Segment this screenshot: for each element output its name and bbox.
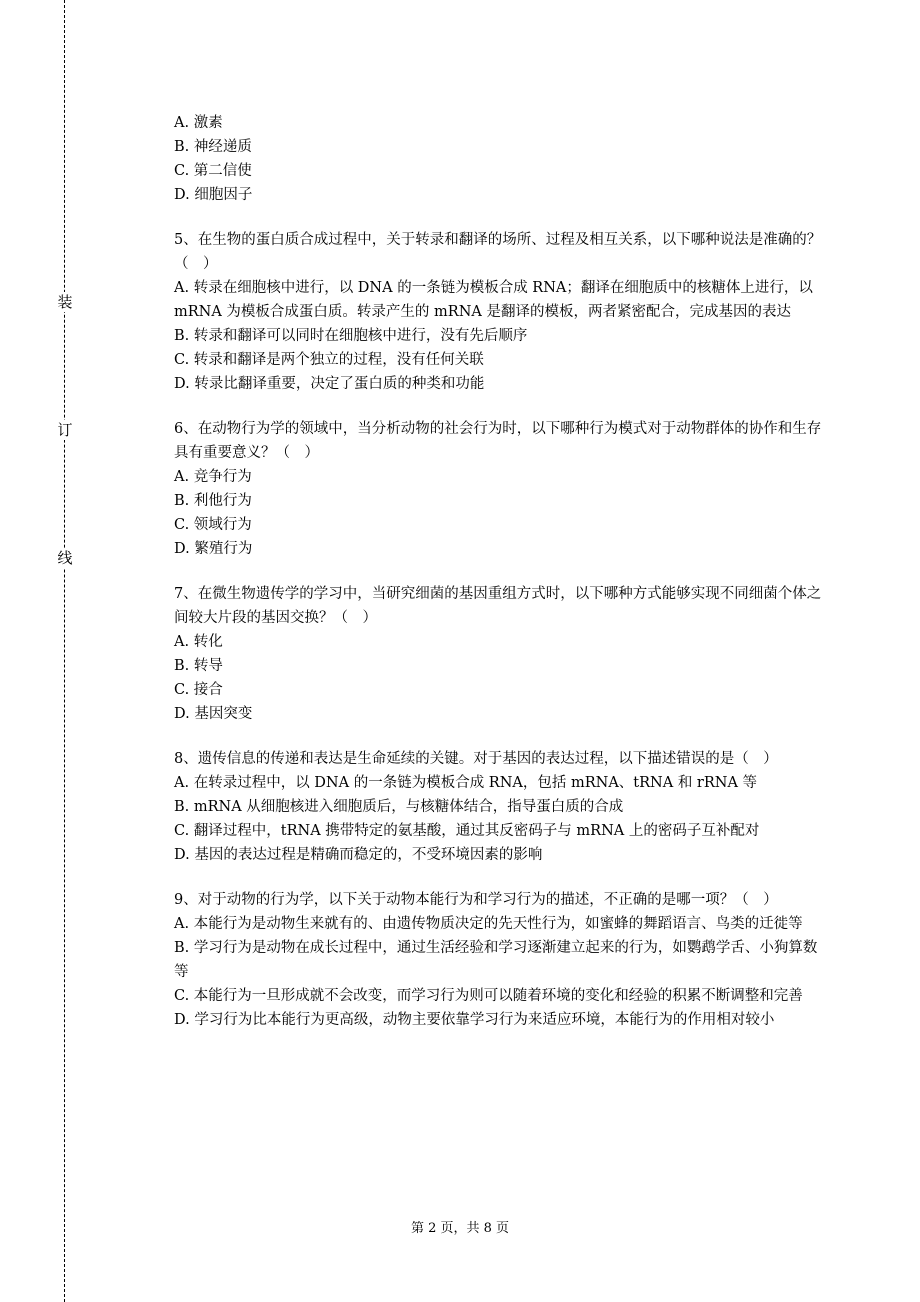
question-6 <box>174 417 822 561</box>
binding-dashed-line <box>64 0 65 1302</box>
question-stem: 8、遗传信息的传递和表达是生命延续的关键。对于基因的表达过程，以下描述错误的是（ ） <box>174 751 778 767</box>
option-a: A. 在转录过程中，以 DNA 的一条链为模板合成 RNA，包括 mRNA、tRNA 和 rRNA 等 <box>174 775 758 791</box>
option-d: D. 基因突变 <box>174 706 253 722</box>
option-b: B. mRNA 从细胞核进入细胞质后，与核糖体结合，指导蛋白质的合成 <box>174 799 624 815</box>
option-b: B. 转导 <box>174 658 223 674</box>
option-a: A. 转录在细胞核中进行，以 DNA 的一条链为模板合成 RNA；翻译在细胞质中的核糖体上进行，以 mRNA 为模板合成蛋白质。转录产生的 mRNA 是翻译的模板，两者紧密配合，完成基因的表达 <box>174 280 813 320</box>
option-b: B. 神经递质 <box>174 139 252 155</box>
option-d: D. 细胞因子 <box>174 187 253 203</box>
binding-char-ding: 订 <box>55 420 75 440</box>
option-a: A. 激素 <box>174 115 223 131</box>
continued-options <box>174 111 822 207</box>
question-9 <box>174 888 822 1032</box>
binding-char-zhuang: 装 <box>55 292 75 312</box>
option-c: C. 领域行为 <box>174 517 252 533</box>
question-5 <box>174 228 822 396</box>
option-c: C. 转录和翻译是两个独立的过程，没有任何关联 <box>174 352 484 368</box>
question-stem: 6、在动物行为学的领域中，当分析动物的社会行为时，以下哪种行为模式对于动物群体的协作和生存具有重要意义？（ ） <box>174 421 822 461</box>
question-content <box>174 111 822 1053</box>
option-c: C. 翻译过程中，tRNA 携带特定的氨基酸，通过其反密码子与 mRNA 上的密码子互补配对 <box>174 823 760 839</box>
option-d: D. 学习行为比本能行为更高级，动物主要依靠学习行为来适应环境，本能行为的作用相对较小 <box>174 1012 775 1028</box>
option-a: A. 转化 <box>174 634 223 650</box>
option-c: C. 第二信使 <box>174 163 252 179</box>
option-d: D. 基因的表达过程是精确而稳定的，不受环境因素的影响 <box>174 847 543 863</box>
option-c: C. 本能行为一旦形成就不会改变，而学习行为则可以随着环境的变化和经验的积累不断调整和完善 <box>174 988 803 1004</box>
question-stem: 5、在生物的蛋白质合成过程中，关于转录和翻译的场所、过程及相互关系，以下哪种说法是准确的？（ ） <box>174 232 822 272</box>
question-stem: 7、在微生物遗传学的学习中，当研究细菌的基因重组方式时，以下哪种方式能够实现不同细菌个体之间较大片段的基因交换？（ ） <box>174 586 822 626</box>
option-d: D. 繁殖行为 <box>174 541 253 557</box>
question-7 <box>174 582 822 726</box>
binding-char-xian: 线 <box>55 548 75 568</box>
option-b: B. 转录和翻译可以同时在细胞核中进行，没有先后顺序 <box>174 328 528 344</box>
option-d: D. 转录比翻译重要，决定了蛋白质的种类和功能 <box>174 376 485 392</box>
option-a: A. 竞争行为 <box>174 469 252 485</box>
option-c: C. 接合 <box>174 682 223 698</box>
page-number-footer: 第 2 页，共 8 页 <box>410 1221 510 1236</box>
option-b: B. 学习行为是动物在成长过程中，通过生活经验和学习逐渐建立起来的行为，如鹦鹉学舌、小狗算数等 <box>174 940 818 980</box>
option-b: B. 利他行为 <box>174 493 252 509</box>
option-a: A. 本能行为是动物生来就有的、由遗传物质决定的先天性行为，如蜜蜂的舞蹈语言、鸟类的迁徙等 <box>174 916 803 932</box>
question-8 <box>174 747 822 867</box>
question-stem: 9、对于动物的行为学，以下关于动物本能行为和学习行为的描述，不正确的是哪一项？（ ） <box>174 892 778 908</box>
